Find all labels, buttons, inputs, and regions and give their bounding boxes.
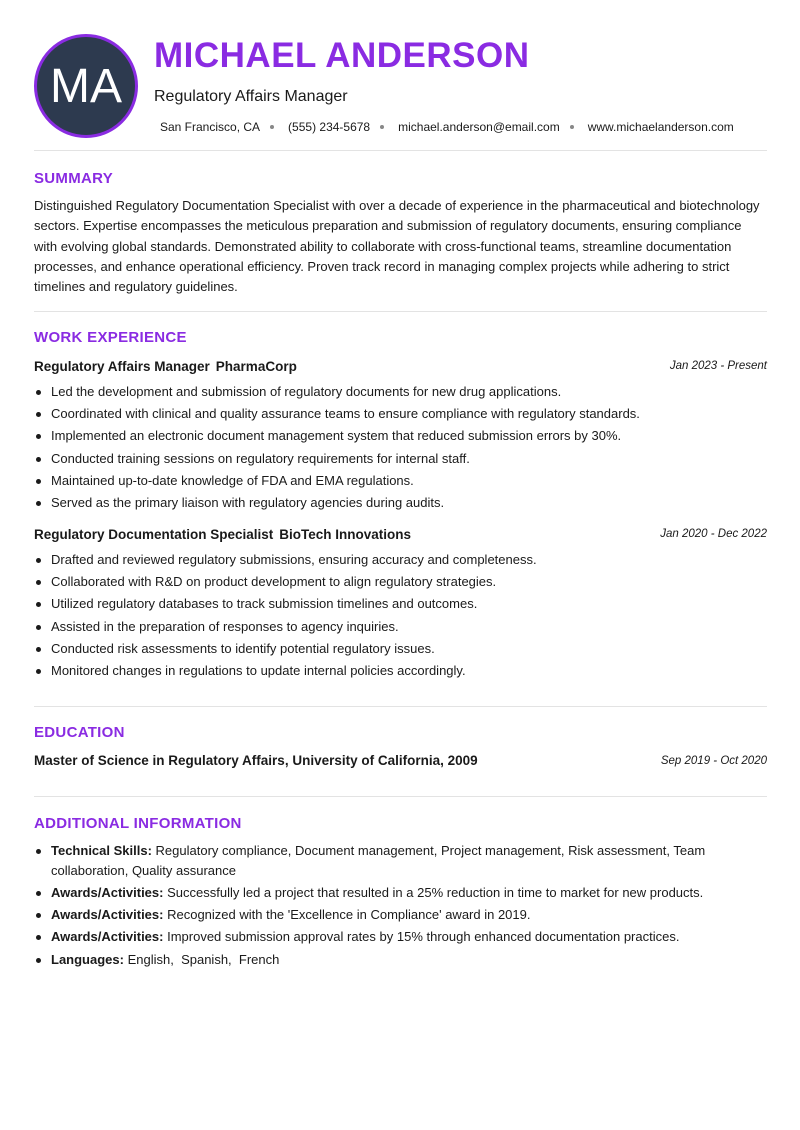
- bullet-separator-icon: [570, 125, 574, 129]
- contact-website[interactable]: www.michaelanderson.com: [587, 120, 734, 134]
- candidate-role: Regulatory Affairs Manager: [154, 88, 348, 105]
- education-dates: Sep 2019 - Oct 2020: [660, 755, 767, 767]
- job-dates: Jan 2023 - Present: [669, 360, 767, 372]
- item-label: Awards/Activities:: [51, 906, 164, 922]
- contact-info: [160, 120, 734, 134]
- list-item: Utilized regulatory databases to track submission timelines and outcomes.: [34, 593, 767, 615]
- item-label: Awards/Activities:: [51, 884, 164, 900]
- item-text: Regulatory compliance, Document management, Project management, Risk assessment, Team collaboration, Quality assurance: [51, 843, 706, 878]
- list-item: Implemented an electronic document management system that reduced submission errors by 30%.: [34, 425, 767, 447]
- job-title: Regulatory Documentation Specialist: [34, 527, 274, 542]
- work-experience-heading: WORK EXPERIENCE: [34, 329, 187, 346]
- bullet-separator-icon: [270, 125, 274, 129]
- list-item: [34, 927, 724, 947]
- divider: [34, 706, 767, 707]
- list-item: Conducted risk assessments to identify potential regulatory issues.: [34, 638, 767, 660]
- list-item: [34, 905, 724, 925]
- list-item: Collaborated with R&D on product development to align regulatory strategies.: [34, 571, 767, 593]
- bullet-separator-icon: [380, 125, 384, 129]
- degree: Master of Science in Regulatory Affairs, University of California, 2009: [34, 753, 478, 768]
- additional-info-list: [34, 841, 724, 972]
- item-text: Recognized with the 'Excellence in Compliance' award in 2019.: [167, 906, 531, 922]
- divider: [34, 150, 767, 151]
- resume-header: [34, 34, 767, 138]
- job-bullets: [34, 549, 767, 682]
- avatar: [34, 34, 138, 138]
- candidate-name: MICHAEL ANDERSON: [154, 36, 530, 75]
- list-item: Coordinated with clinical and quality assurance teams to ensure compliance with regulatory standards.: [34, 403, 767, 425]
- job-company: PharmaCorp: [215, 359, 297, 374]
- job-title: Regulatory Affairs Manager: [34, 359, 210, 374]
- education-heading: EDUCATION: [34, 724, 125, 741]
- contact-email[interactable]: michael.anderson@email.com: [398, 120, 560, 134]
- divider: [34, 796, 767, 797]
- item-text: Improved submission approval rates by 15% through enhanced documentation practices.: [167, 928, 680, 944]
- contact-location: San Francisco, CA: [160, 120, 261, 134]
- contact-phone: (555) 234-5678: [288, 120, 371, 134]
- list-item: [34, 841, 724, 880]
- list-item: Drafted and reviewed regulatory submissions, ensuring accuracy and completeness.: [34, 549, 767, 571]
- job-company: BioTech Innovations: [279, 527, 412, 542]
- list-item: Monitored changes in regulations to update internal policies accordingly.: [34, 660, 767, 682]
- item-text: English, Spanish, French: [127, 952, 280, 967]
- item-label: Technical Skills:: [51, 843, 152, 858]
- list-item: [34, 883, 724, 903]
- list-item: [34, 950, 724, 970]
- list-item: Led the development and submission of regulatory documents for new drug applications.: [34, 381, 767, 403]
- divider: [34, 311, 767, 312]
- summary-heading: SUMMARY: [34, 170, 114, 187]
- summary-text: Distinguished Regulatory Documentation Specialist with over a decade of experience in the pharmaceutical and biotechnology sectors. Expertise encompasses the meticulous preparation and submission of regulatory documents, ensuring compliance with evolving global standards. Demonstrated ability to collaborate with cross-functional teams, streamline documentation processes, and enhance operational efficiency. Proven track record in managing complex projects while adhering to strict timelines and regulatory guidelines.: [34, 198, 760, 295]
- list-item: Conducted training sessions on regulatory requirements for internal staff.: [34, 448, 767, 470]
- job-bullets: [34, 381, 767, 514]
- avatar-initials: MA: [50, 59, 122, 113]
- job-header: [34, 359, 767, 377]
- item-text: Successfully led a project that resulted in a 25% reduction in time to market for new products.: [167, 884, 704, 900]
- education-entry: [34, 753, 767, 768]
- list-item: Assisted in the preparation of responses to agency inquiries.: [34, 616, 767, 638]
- job-header: [34, 527, 767, 545]
- item-label: Languages:: [51, 952, 124, 967]
- job-dates: Jan 2020 - Dec 2022: [660, 528, 767, 540]
- additional-info-heading: ADDITIONAL INFORMATION: [34, 815, 242, 832]
- item-label: Awards/Activities:: [51, 928, 164, 944]
- list-item: Served as the primary liaison with regulatory agencies during audits.: [34, 492, 767, 514]
- list-item: Maintained up-to-date knowledge of FDA and EMA regulations.: [34, 470, 767, 492]
